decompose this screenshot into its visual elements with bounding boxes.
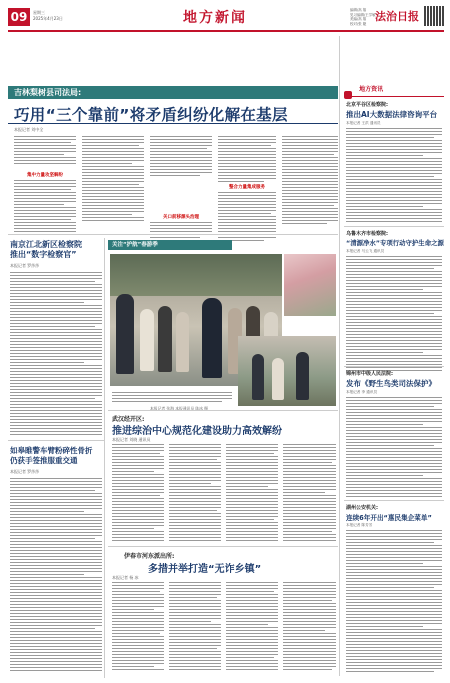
photo-section-tag: 关注“护航”春游季 [108,240,232,250]
right-section-tag [344,84,444,97]
date: 2025年4月23日 [33,16,63,21]
news1-text [346,128,442,224]
megaphone-icon [344,91,352,99]
qr-code-icon [424,6,444,26]
news3-text [346,397,442,499]
news4-byline: 本报记者 陈芳芳 [346,523,373,527]
nanjing-byline: 本报记者 罗莎莎 [10,263,40,268]
photo-person [176,312,189,372]
photo-person [296,352,309,400]
yichun-byline: 本报记者 杨 冰 [112,575,139,580]
jilin-subhead-3: 关口前移源头治理 [163,215,199,220]
wuhan-headline: 推进综治中心规范化建设助力高效解纷 [112,426,282,437]
news1-byline: 本报记者 王洪 通讯员 [346,121,381,125]
traffic-headline [10,446,102,466]
editor-credit: 校对/张 婕 [350,21,367,26]
nanjing-text [10,272,102,437]
nanjing-headline-line2: 推出“数字检察官” [10,250,77,259]
yichun-text-col3 [226,582,278,672]
nanjing-bottom-rule [8,440,104,441]
header-divider [8,30,444,32]
news1-bottom-rule [344,226,444,227]
jilin-text-col4 [218,136,276,184]
jilin-subhead-2: 整合力量集成服务 [229,185,265,190]
date-line [33,10,63,22]
wuhan-text-col4 [283,444,336,543]
weekday: 星期三 [33,10,45,15]
jilin-text-col3 [150,136,212,178]
yichun-text-col4 [283,582,336,672]
photo-person [272,358,284,400]
jilin-text-col2 [82,136,144,223]
photo-tertiary [238,336,336,406]
jilin-text-col4b [218,192,276,243]
photo-bottom-rule [108,410,338,411]
news2-byline: 本报记者 马云飞 通讯员 [346,249,385,253]
narrow-column-divider [104,238,105,678]
news3-byline: 本报记者 李 通讯员 [346,390,378,394]
news3-bottom-rule [344,500,444,501]
traffic-headline-line1: 如皋睢警车臂粉碎性骨折 [10,446,93,455]
page-number-badge: 09 [8,8,30,26]
news2-text [346,256,442,373]
section-title-box [160,7,270,27]
wuhan-bottom-rule [108,546,338,547]
wuhan-text-col2 [169,444,221,543]
right-section-label: 地方资讯 [359,86,384,93]
traffic-text [10,478,102,673]
jilin-text-col1 [14,136,76,166]
jilin-text-col5 [282,136,338,226]
nanjing-headline [10,240,102,260]
news3-kicker: 锦州市中级人民法院: [346,371,394,377]
photo-person [202,298,222,378]
photo-secondary [284,254,336,316]
photo-building [110,254,282,296]
jilin-headline: 巧用“三个靠前”将矛盾纠纷化解在基层 [14,106,288,124]
section-title: 地方新闻 [183,10,247,26]
photo-person [158,306,172,372]
yichun-kicker: 伊春市河东派出所: [124,553,175,560]
wuhan-byline: 本报记者 刘晓 通讯员 [112,437,151,442]
photo-person [116,294,134,374]
nanjing-headline-line1: 南京江北新区检察院 [10,240,82,249]
column-divider [339,36,340,676]
news1-kicker: 北京平谷区检察院: [346,102,389,108]
wuhan-text-col3 [226,444,278,543]
wuhan-kicker: 武汉经开区: [112,416,145,423]
news4-headline: 连续6年开出“惠民集企菜单” [346,514,432,522]
editor-credit: 见习编辑/王学敏 [350,12,376,17]
traffic-headline-line2: 仍获手签推服重交通 [10,456,78,465]
news2-kicker: 乌鲁木齐市检察院: [346,231,389,237]
news1-headline: 推出AI大数据法律咨询平台 [346,110,438,119]
jilin-banner: 吉林梨树县司法局: [8,86,338,99]
photo-person [252,354,264,400]
news2-headline: “清源净水”专项行动守护生命之源 [346,239,444,247]
editor-credit: 编辑/高 翔 [350,8,367,12]
masthead-logo: 法治日报 [375,10,419,23]
yichun-text-col1 [112,582,164,672]
jilin-bottom-rule [8,234,338,235]
yichun-headline: 多措并举打造“无诈乡镇” [148,564,262,575]
news4-kicker: 湖州公安机关: [346,505,379,511]
editor-credit: 美编/高 翔 [350,17,367,21]
wuhan-text-col1 [112,444,164,543]
photo-caption-text [112,392,232,404]
news4-text [346,530,442,674]
traffic-byline: 本报记者 罗莎莎 [10,469,40,474]
jilin-text-col1b [14,180,76,237]
jilin-underline [8,123,338,124]
news2-bottom-rule [344,366,444,367]
jilin-subhead-1: 集中力量攻坚解纷 [27,173,63,178]
yichun-text-col2 [169,582,221,672]
news3-headline: 发布《野生鸟类司法保护》 [346,379,436,388]
photo-caption-byline: 本报记者 张海 本报通讯员 陈冰 摄 [150,406,208,411]
photo-person [140,309,154,371]
editor-credits [350,8,376,26]
jilin-byline: 本报记者 刘中全 [14,127,44,132]
